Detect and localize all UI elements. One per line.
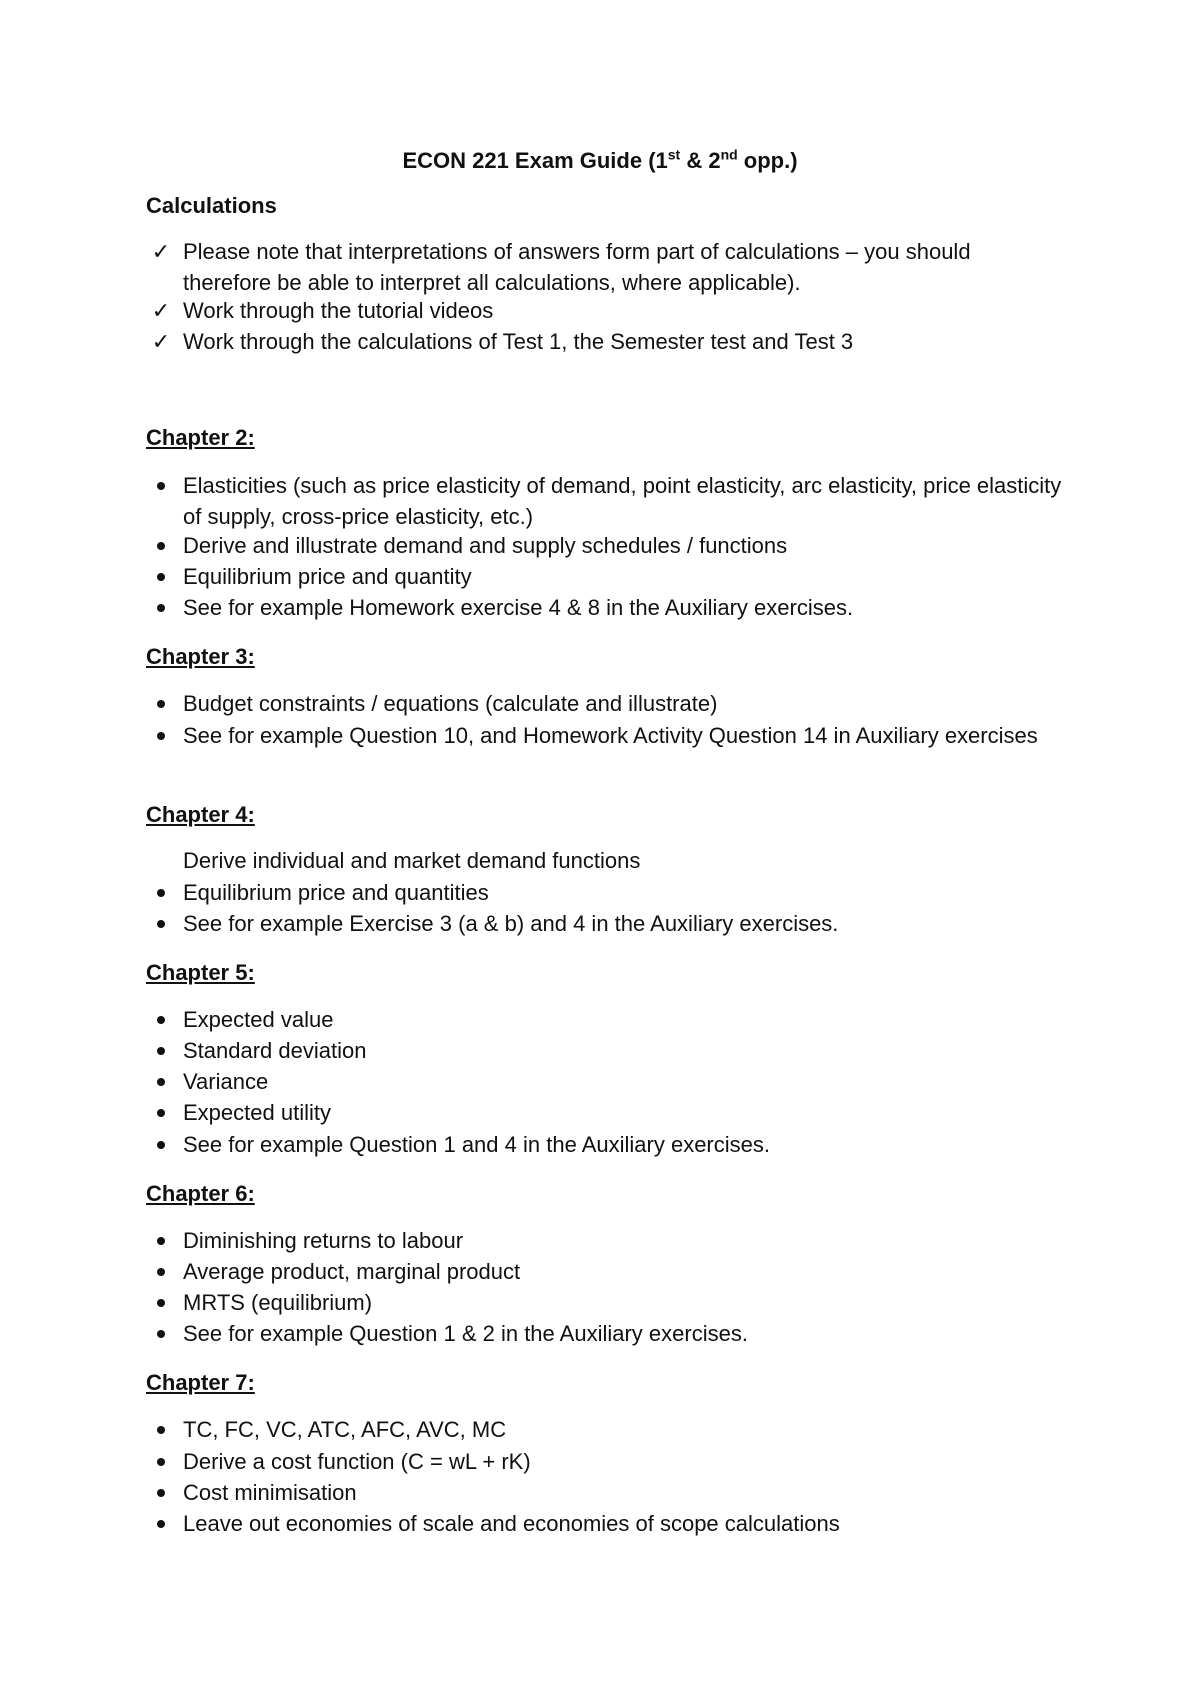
chapter-heading-2: Chapter 2: [146,425,255,450]
bullet-icon [149,1066,173,1097]
bullet-icon [149,1446,173,1477]
title-suffix: opp.) [737,148,798,173]
list-item-chapter3-2: See for example Question 10, and Homework Activity Question 14 in Auxiliary exercises [183,723,1038,748]
bullet-icon [149,530,173,561]
list-item-calculations-2: Work through the tutorial videos [183,298,494,323]
list-item-chapter6-4: See for example Question 1 & 2 in the Auxiliary exercises. [183,1321,748,1346]
title-superscript-first: st [667,146,681,163]
checkmark-icon: ✓ [151,329,171,354]
bullet-icon [149,592,173,623]
section-heading-calculations: Calculations [146,193,277,218]
bullet-icon [149,561,173,592]
checkmark-icon: ✓ [151,239,171,264]
list-item-chapter3-1: Budget constraints / equations (calculate and illustrate) [183,691,718,716]
checkmark-icon: ✓ [151,298,171,323]
chapter-heading-5: Chapter 5: [146,960,255,985]
list-item-chapter5-2: Standard deviation [183,1038,367,1063]
chapter-heading-7: Chapter 7: [146,1370,255,1395]
chapter-heading-4: Chapter 4: [146,802,255,827]
bullet-icon [149,720,173,751]
bullet-icon [149,1287,173,1318]
list-item-calculations-1: Please note that interpretations of answers form part of calculations – you should therefore be able to interpret all calculations, where applicable). [183,239,971,295]
bullet-icon [149,1508,173,1539]
list-item-chapter6-1: Diminishing returns to labour [183,1228,464,1253]
bullet-icon [149,1004,173,1035]
bullet-icon [149,877,173,908]
title-middle: & 2 [680,148,721,173]
bullet-icon [149,1414,173,1445]
list-item-chapter2-4: See for example Homework exercise 4 & 8 in the Auxiliary exercises. [183,595,854,620]
list-item-chapter5-1: Expected value [183,1007,334,1032]
list-item-chapter4-1: Derive individual and market demand functions [183,848,641,873]
list-item-calculations-3: Work through the calculations of Test 1, the Semester test and Test 3 [183,329,854,354]
list-item-chapter5-4: Expected utility [183,1100,331,1125]
bullet-icon [149,688,173,719]
bullet-icon [149,908,173,939]
list-item-chapter7-2: Derive a cost function (C = wL + rK) [183,1449,531,1474]
list-item-chapter5-5: See for example Question 1 and 4 in the Auxiliary exercises. [183,1132,770,1157]
chapter-heading-3: Chapter 3: [146,644,255,669]
list-item-chapter4-3: See for example Exercise 3 (a & b) and 4 in the Auxiliary exercises. [183,911,839,936]
title-prefix: ECON 221 Exam Guide (1 [402,148,668,173]
title-superscript-second: nd [720,146,738,163]
list-item-chapter7-1: TC, FC, VC, ATC, AFC, AVC, MC [183,1417,507,1442]
list-item-chapter4-2: Equilibrium price and quantities [183,880,489,905]
bullet-icon [149,1477,173,1508]
bullet-icon [149,1097,173,1128]
bullet-icon [149,1318,173,1349]
list-item-chapter2-3: Equilibrium price and quantity [183,564,472,589]
bullet-icon [149,1035,173,1066]
bullet-icon [149,470,173,501]
list-item-chapter2-2: Derive and illustrate demand and supply schedules / functions [183,533,788,558]
list-item-chapter7-4: Leave out economies of scale and economies of scope calculations [183,1511,840,1536]
page-title [0,148,1200,174]
list-item-chapter6-2: Average product, marginal product [183,1259,521,1284]
bullet-icon [149,1129,173,1160]
chapter-heading-6: Chapter 6: [146,1181,255,1206]
bullet-icon [149,1225,173,1256]
list-item-chapter2-1: Elasticities (such as price elasticity of demand, point elasticity, arc elasticity, price elasticity of supply, cross-price elasticity, etc.) [183,473,1062,529]
list-item-chapter6-3: MRTS (equilibrium) [183,1290,373,1315]
bullet-icon [149,1256,173,1287]
list-item-chapter5-3: Variance [183,1069,269,1094]
list-item-chapter7-3: Cost minimisation [183,1480,357,1505]
